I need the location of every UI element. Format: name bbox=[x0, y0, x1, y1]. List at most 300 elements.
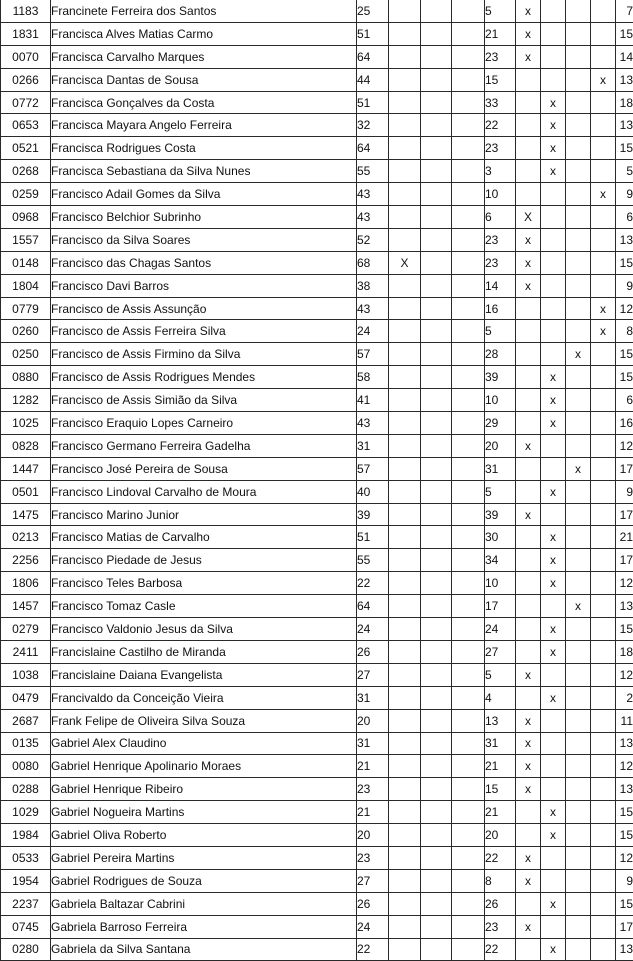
mark-cell-f bbox=[566, 228, 591, 251]
table-row bbox=[1, 732, 633, 755]
mark-cell-d bbox=[516, 938, 541, 961]
total-cell: 13 bbox=[616, 778, 633, 801]
mark-cell-d: x bbox=[516, 251, 541, 274]
age-cell: 43 bbox=[357, 412, 389, 435]
mark-cell-e bbox=[541, 228, 566, 251]
mark-cell-g bbox=[591, 366, 616, 389]
total-cell: 13 bbox=[616, 595, 633, 618]
table-row bbox=[1, 137, 633, 160]
table-row bbox=[1, 366, 633, 389]
total-cell: 15 bbox=[616, 618, 633, 641]
code-cell: 0135 bbox=[1, 732, 51, 755]
mark-cell-b bbox=[421, 892, 452, 915]
mark-cell-c bbox=[452, 778, 485, 801]
mark-cell-a bbox=[389, 160, 421, 183]
mark-cell-a bbox=[389, 755, 421, 778]
mark-cell-f bbox=[566, 274, 591, 297]
total-cell: 15 bbox=[616, 22, 633, 45]
mark-cell-f bbox=[566, 22, 591, 45]
age-cell: 23 bbox=[357, 846, 389, 869]
code-cell: 1038 bbox=[1, 663, 51, 686]
score-cell: 39 bbox=[485, 503, 516, 526]
name-cell: Francisco de Assis Rodrigues Mendes bbox=[51, 366, 357, 389]
table-row bbox=[1, 480, 633, 503]
total-cell: 13 bbox=[616, 938, 633, 961]
mark-cell-d: x bbox=[516, 869, 541, 892]
mark-cell-d bbox=[516, 68, 541, 91]
table-row bbox=[1, 183, 633, 206]
mark-cell-f bbox=[566, 846, 591, 869]
score-cell: 23 bbox=[485, 137, 516, 160]
table-row bbox=[1, 526, 633, 549]
mark-cell-b bbox=[421, 846, 452, 869]
score-cell: 10 bbox=[485, 389, 516, 412]
score-cell: 5 bbox=[485, 480, 516, 503]
mark-cell-e bbox=[541, 732, 566, 755]
mark-cell-e: x bbox=[541, 526, 566, 549]
table-row bbox=[1, 228, 633, 251]
mark-cell-a bbox=[389, 206, 421, 229]
total-cell: 17 bbox=[616, 503, 633, 526]
mark-cell-e bbox=[541, 183, 566, 206]
mark-cell-g bbox=[591, 45, 616, 68]
mark-cell-d bbox=[516, 618, 541, 641]
mark-cell-d bbox=[516, 892, 541, 915]
total-cell: 15 bbox=[616, 824, 633, 847]
code-cell: 1282 bbox=[1, 389, 51, 412]
mark-cell-d: x bbox=[516, 0, 541, 22]
total-cell: 15 bbox=[616, 343, 633, 366]
name-cell: Francisca Mayara Angelo Ferreira bbox=[51, 114, 357, 137]
mark-cell-g bbox=[591, 22, 616, 45]
mark-cell-d bbox=[516, 183, 541, 206]
mark-cell-g bbox=[591, 846, 616, 869]
table-row bbox=[1, 343, 633, 366]
mark-cell-f bbox=[566, 412, 591, 435]
mark-cell-c bbox=[452, 68, 485, 91]
mark-cell-b bbox=[421, 251, 452, 274]
mark-cell-e bbox=[541, 206, 566, 229]
name-cell: Francivaldo da Conceição Vieira bbox=[51, 686, 357, 709]
table-row bbox=[1, 572, 633, 595]
mark-cell-f bbox=[566, 251, 591, 274]
mark-cell-a bbox=[389, 549, 421, 572]
total-cell: 18 bbox=[616, 91, 633, 114]
table-row bbox=[1, 457, 633, 480]
table-row bbox=[1, 824, 633, 847]
mark-cell-g bbox=[591, 137, 616, 160]
mark-cell-d bbox=[516, 343, 541, 366]
table-row bbox=[1, 45, 633, 68]
mark-cell-a bbox=[389, 68, 421, 91]
mark-cell-a bbox=[389, 572, 421, 595]
mark-cell-f bbox=[566, 160, 591, 183]
score-cell: 17 bbox=[485, 595, 516, 618]
mark-cell-g bbox=[591, 457, 616, 480]
mark-cell-c bbox=[452, 160, 485, 183]
mark-cell-b bbox=[421, 0, 452, 22]
name-cell: Francisco de Assis Assunção bbox=[51, 297, 357, 320]
name-cell: Gabriel Rodrigues de Souza bbox=[51, 869, 357, 892]
mark-cell-d: x bbox=[516, 709, 541, 732]
mark-cell-g bbox=[591, 434, 616, 457]
table-row bbox=[1, 206, 633, 229]
age-cell: 21 bbox=[357, 755, 389, 778]
mark-cell-a: X bbox=[389, 251, 421, 274]
mark-cell-b bbox=[421, 801, 452, 824]
mark-cell-g bbox=[591, 572, 616, 595]
mark-cell-c bbox=[452, 274, 485, 297]
mark-cell-c bbox=[452, 228, 485, 251]
code-cell: 0288 bbox=[1, 778, 51, 801]
total-cell: 2 bbox=[616, 686, 633, 709]
mark-cell-a bbox=[389, 663, 421, 686]
mark-cell-g bbox=[591, 778, 616, 801]
age-cell: 21 bbox=[357, 801, 389, 824]
age-cell: 27 bbox=[357, 663, 389, 686]
age-cell: 52 bbox=[357, 228, 389, 251]
score-cell: 21 bbox=[485, 801, 516, 824]
age-cell: 24 bbox=[357, 320, 389, 343]
age-cell: 55 bbox=[357, 549, 389, 572]
mark-cell-g bbox=[591, 251, 616, 274]
score-cell: 22 bbox=[485, 938, 516, 961]
mark-cell-e: x bbox=[541, 480, 566, 503]
table-row bbox=[1, 778, 633, 801]
mark-cell-a bbox=[389, 137, 421, 160]
mark-cell-c bbox=[452, 183, 485, 206]
mark-cell-e: x bbox=[541, 892, 566, 915]
mark-cell-b bbox=[421, 869, 452, 892]
name-cell: Francisca Alves Matias Carmo bbox=[51, 22, 357, 45]
mark-cell-f bbox=[566, 938, 591, 961]
name-cell: Francisco Adail Gomes da Silva bbox=[51, 183, 357, 206]
mark-cell-e bbox=[541, 297, 566, 320]
name-cell: Francisco Belchior Subrinho bbox=[51, 206, 357, 229]
score-cell: 5 bbox=[485, 320, 516, 343]
mark-cell-c bbox=[452, 572, 485, 595]
code-cell: 0080 bbox=[1, 755, 51, 778]
mark-cell-c bbox=[452, 434, 485, 457]
mark-cell-c bbox=[452, 320, 485, 343]
mark-cell-c bbox=[452, 343, 485, 366]
mark-cell-g bbox=[591, 595, 616, 618]
mark-cell-a bbox=[389, 274, 421, 297]
name-cell: Francisco Tomaz Casle bbox=[51, 595, 357, 618]
mark-cell-f bbox=[566, 297, 591, 320]
mark-cell-d bbox=[516, 389, 541, 412]
mark-cell-a bbox=[389, 846, 421, 869]
code-cell: 0828 bbox=[1, 434, 51, 457]
mark-cell-a bbox=[389, 618, 421, 641]
score-cell: 34 bbox=[485, 549, 516, 572]
mark-cell-e bbox=[541, 915, 566, 938]
mark-cell-c bbox=[452, 824, 485, 847]
total-cell: 18 bbox=[616, 640, 633, 663]
name-cell: Francisco Germano Ferreira Gadelha bbox=[51, 434, 357, 457]
name-cell: Francisco Valdonio Jesus da Silva bbox=[51, 618, 357, 641]
code-cell: 0772 bbox=[1, 91, 51, 114]
name-cell: Frank Felipe de Oliveira Silva Souza bbox=[51, 709, 357, 732]
score-cell: 39 bbox=[485, 366, 516, 389]
mark-cell-f bbox=[566, 824, 591, 847]
code-cell: 0280 bbox=[1, 938, 51, 961]
mark-cell-f bbox=[566, 320, 591, 343]
mark-cell-e bbox=[541, 663, 566, 686]
mark-cell-d bbox=[516, 137, 541, 160]
total-cell: 6 bbox=[616, 389, 633, 412]
mark-cell-d bbox=[516, 640, 541, 663]
mark-cell-f bbox=[566, 526, 591, 549]
score-cell: 16 bbox=[485, 297, 516, 320]
score-cell: 23 bbox=[485, 915, 516, 938]
mark-cell-g bbox=[591, 915, 616, 938]
total-cell: 5 bbox=[616, 160, 633, 183]
mark-cell-d: x bbox=[516, 22, 541, 45]
age-cell: 24 bbox=[357, 915, 389, 938]
mark-cell-g bbox=[591, 412, 616, 435]
total-cell: 9 bbox=[616, 274, 633, 297]
code-cell: 1831 bbox=[1, 22, 51, 45]
mark-cell-d bbox=[516, 824, 541, 847]
mark-cell-d bbox=[516, 114, 541, 137]
age-cell: 31 bbox=[357, 732, 389, 755]
score-cell: 6 bbox=[485, 206, 516, 229]
mark-cell-f bbox=[566, 732, 591, 755]
table-row bbox=[1, 801, 633, 824]
mark-cell-f bbox=[566, 91, 591, 114]
mark-cell-c bbox=[452, 251, 485, 274]
mark-cell-b bbox=[421, 824, 452, 847]
mark-cell-a bbox=[389, 640, 421, 663]
age-cell: 58 bbox=[357, 366, 389, 389]
mark-cell-e: x bbox=[541, 389, 566, 412]
mark-cell-b bbox=[421, 686, 452, 709]
mark-cell-b bbox=[421, 778, 452, 801]
table-row bbox=[1, 22, 633, 45]
code-cell: 2237 bbox=[1, 892, 51, 915]
total-cell: 17 bbox=[616, 457, 633, 480]
mark-cell-c bbox=[452, 640, 485, 663]
code-cell: 0653 bbox=[1, 114, 51, 137]
total-cell: 17 bbox=[616, 915, 633, 938]
mark-cell-a bbox=[389, 320, 421, 343]
mark-cell-b bbox=[421, 45, 452, 68]
mark-cell-b bbox=[421, 160, 452, 183]
table-row bbox=[1, 663, 633, 686]
mark-cell-f bbox=[566, 915, 591, 938]
total-cell: 9 bbox=[616, 869, 633, 892]
mark-cell-b bbox=[421, 663, 452, 686]
mark-cell-d: x bbox=[516, 434, 541, 457]
name-cell: Gabriel Henrique Ribeiro bbox=[51, 778, 357, 801]
mark-cell-e: x bbox=[541, 91, 566, 114]
name-cell: Francisco Marino Junior bbox=[51, 503, 357, 526]
code-cell: 0148 bbox=[1, 251, 51, 274]
mark-cell-f bbox=[566, 572, 591, 595]
total-cell: 8 bbox=[616, 320, 633, 343]
score-cell: 8 bbox=[485, 869, 516, 892]
mark-cell-d bbox=[516, 412, 541, 435]
mark-cell-e bbox=[541, 869, 566, 892]
mark-cell-b bbox=[421, 732, 452, 755]
score-cell: 23 bbox=[485, 45, 516, 68]
score-cell: 23 bbox=[485, 251, 516, 274]
mark-cell-e: x bbox=[541, 618, 566, 641]
mark-cell-e bbox=[541, 343, 566, 366]
name-cell: Francisco Lindoval Carvalho de Moura bbox=[51, 480, 357, 503]
table-row bbox=[1, 274, 633, 297]
mark-cell-a bbox=[389, 915, 421, 938]
age-cell: 57 bbox=[357, 457, 389, 480]
mark-cell-b bbox=[421, 480, 452, 503]
name-cell: Francisco José Pereira de Sousa bbox=[51, 457, 357, 480]
name-cell: Francisco Matias de Carvalho bbox=[51, 526, 357, 549]
mark-cell-b bbox=[421, 274, 452, 297]
mark-cell-c bbox=[452, 801, 485, 824]
mark-cell-f bbox=[566, 0, 591, 22]
mark-cell-c bbox=[452, 457, 485, 480]
mark-cell-d: X bbox=[516, 206, 541, 229]
mark-cell-c bbox=[452, 206, 485, 229]
mark-cell-d: x bbox=[516, 45, 541, 68]
mark-cell-f bbox=[566, 549, 591, 572]
score-cell: 20 bbox=[485, 434, 516, 457]
mark-cell-f: x bbox=[566, 457, 591, 480]
mark-cell-a bbox=[389, 938, 421, 961]
mark-cell-f bbox=[566, 137, 591, 160]
age-cell: 32 bbox=[357, 114, 389, 137]
mark-cell-e bbox=[541, 320, 566, 343]
code-cell: 0968 bbox=[1, 206, 51, 229]
code-cell: 1557 bbox=[1, 228, 51, 251]
code-cell: 0260 bbox=[1, 320, 51, 343]
mark-cell-f bbox=[566, 206, 591, 229]
code-cell: 1475 bbox=[1, 503, 51, 526]
mark-cell-d: x bbox=[516, 846, 541, 869]
code-cell: 1183 bbox=[1, 0, 51, 22]
table-row bbox=[1, 938, 633, 961]
mark-cell-c bbox=[452, 366, 485, 389]
age-cell: 25 bbox=[357, 0, 389, 22]
mark-cell-d bbox=[516, 297, 541, 320]
name-cell: Gabriela da Silva Santana bbox=[51, 938, 357, 961]
age-cell: 20 bbox=[357, 709, 389, 732]
score-cell: 10 bbox=[485, 572, 516, 595]
age-cell: 51 bbox=[357, 22, 389, 45]
age-cell: 22 bbox=[357, 938, 389, 961]
mark-cell-c bbox=[452, 663, 485, 686]
mark-cell-g bbox=[591, 206, 616, 229]
mark-cell-a bbox=[389, 45, 421, 68]
mark-cell-a bbox=[389, 480, 421, 503]
mark-cell-c bbox=[452, 0, 485, 22]
mark-cell-c bbox=[452, 846, 485, 869]
mark-cell-f bbox=[566, 892, 591, 915]
name-cell: Francisco de Assis Ferreira Silva bbox=[51, 320, 357, 343]
table-row bbox=[1, 251, 633, 274]
mark-cell-e: x bbox=[541, 114, 566, 137]
total-cell: 9 bbox=[616, 480, 633, 503]
mark-cell-d: x bbox=[516, 503, 541, 526]
mark-cell-c bbox=[452, 869, 485, 892]
mark-cell-f: x bbox=[566, 595, 591, 618]
total-cell: 15 bbox=[616, 366, 633, 389]
score-cell: 5 bbox=[485, 663, 516, 686]
mark-cell-f bbox=[566, 869, 591, 892]
code-cell: 1806 bbox=[1, 572, 51, 595]
total-cell: 14 bbox=[616, 45, 633, 68]
table-row bbox=[1, 160, 633, 183]
mark-cell-b bbox=[421, 709, 452, 732]
age-cell: 31 bbox=[357, 434, 389, 457]
mark-cell-b bbox=[421, 183, 452, 206]
code-cell: 0259 bbox=[1, 183, 51, 206]
mark-cell-a bbox=[389, 801, 421, 824]
name-cell: Francisco Teles Barbosa bbox=[51, 572, 357, 595]
table-row bbox=[1, 686, 633, 709]
mark-cell-b bbox=[421, 755, 452, 778]
mark-cell-g bbox=[591, 755, 616, 778]
age-cell: 23 bbox=[357, 778, 389, 801]
mark-cell-f bbox=[566, 686, 591, 709]
mark-cell-g bbox=[591, 732, 616, 755]
mark-cell-e bbox=[541, 0, 566, 22]
score-cell: 26 bbox=[485, 892, 516, 915]
age-cell: 43 bbox=[357, 297, 389, 320]
mark-cell-e: x bbox=[541, 366, 566, 389]
name-cell: Francisca Dantas de Sousa bbox=[51, 68, 357, 91]
mark-cell-f bbox=[566, 114, 591, 137]
mark-cell-c bbox=[452, 526, 485, 549]
table-row bbox=[1, 595, 633, 618]
name-cell: Francisco das Chagas Santos bbox=[51, 251, 357, 274]
mark-cell-f bbox=[566, 755, 591, 778]
mark-cell-c bbox=[452, 45, 485, 68]
mark-cell-g: x bbox=[591, 68, 616, 91]
mark-cell-d: x bbox=[516, 663, 541, 686]
mark-cell-a bbox=[389, 343, 421, 366]
table-row bbox=[1, 755, 633, 778]
name-cell: Gabriel Nogueira Martins bbox=[51, 801, 357, 824]
mark-cell-f bbox=[566, 801, 591, 824]
mark-cell-g bbox=[591, 618, 616, 641]
code-cell: 0250 bbox=[1, 343, 51, 366]
mark-cell-a bbox=[389, 709, 421, 732]
mark-cell-e bbox=[541, 503, 566, 526]
mark-cell-a bbox=[389, 114, 421, 137]
mark-cell-b bbox=[421, 228, 452, 251]
mark-cell-e: x bbox=[541, 549, 566, 572]
age-cell: 27 bbox=[357, 869, 389, 892]
mark-cell-d: x bbox=[516, 274, 541, 297]
mark-cell-c bbox=[452, 709, 485, 732]
age-cell: 43 bbox=[357, 206, 389, 229]
age-cell: 24 bbox=[357, 618, 389, 641]
age-cell: 64 bbox=[357, 137, 389, 160]
mark-cell-b bbox=[421, 434, 452, 457]
mark-cell-b bbox=[421, 320, 452, 343]
score-cell: 29 bbox=[485, 412, 516, 435]
name-cell: Gabriel Henrique Apolinario Moraes bbox=[51, 755, 357, 778]
table-row bbox=[1, 503, 633, 526]
mark-cell-a bbox=[389, 892, 421, 915]
age-cell: 39 bbox=[357, 503, 389, 526]
mark-cell-f bbox=[566, 778, 591, 801]
table-row bbox=[1, 869, 633, 892]
mark-cell-c bbox=[452, 732, 485, 755]
mark-cell-a bbox=[389, 228, 421, 251]
